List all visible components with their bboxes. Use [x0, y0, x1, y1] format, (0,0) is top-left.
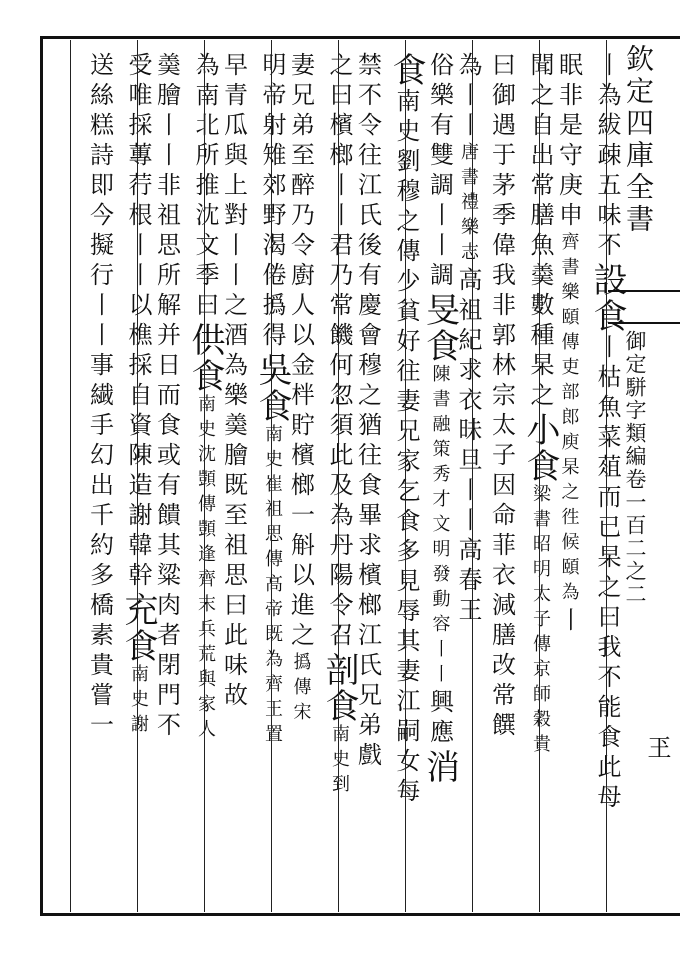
text-column-13 [185, 52, 225, 744]
text-segment: 俗樂有雙調丨丨調 [425, 52, 454, 292]
text-segment: 興應 [425, 689, 454, 749]
column-rule [338, 40, 339, 912]
text-segment: 南史崔祖思傳高帝既為齊王置 [262, 424, 283, 749]
text-segment: 并日而食或有饋其粱肉者閉門不 [152, 322, 181, 742]
text-segment: 唐書禮樂志 [458, 142, 479, 267]
text-column-8 [353, 52, 382, 772]
text-segment: 梁書昭明太子傳京師穀貴 [530, 484, 551, 759]
column-rule [70, 40, 71, 912]
text-segment: 眠非是守庚申 [554, 52, 583, 232]
text-column-15 [118, 52, 158, 739]
text-segment: 南史沈顗傳顗逢齊末兵荒與家人 [195, 394, 216, 744]
text-segment: 羮膾丨丨非祖思所解 [152, 52, 181, 322]
text-segment: 酒為樂羮膾既至祖思曰此味故 [219, 322, 248, 712]
column-rule [405, 40, 406, 912]
text-column-3 [520, 52, 560, 759]
text-segment: 吳食 [252, 352, 292, 424]
text-segment: 供食 [185, 322, 225, 394]
text-column-14 [152, 52, 181, 742]
text-segment: 為丨丨 [454, 52, 482, 142]
text-segment: 之曰檳榔丨丨君乃常饑何忽須此及為丹陽令召 [325, 52, 353, 652]
text-segment: 丨枯魚菜葅而已杲之曰我不能食此母 [593, 334, 621, 814]
text-column-12 [219, 52, 248, 712]
text-segment: 受唯採蓴荇根丨丨以樵採自資陳造謝韓幹 [124, 52, 152, 592]
text-segment: 陳書 [429, 364, 451, 414]
text-segment: 旻食 [419, 292, 460, 364]
text-segment: 南史謝 [128, 664, 149, 739]
text-segment: 充食 [118, 592, 158, 664]
text-segment: 禁不令往江氏後有慶會穆之猶往食畢求檳榔江氏兄弟戲 [353, 52, 382, 772]
text-segment: 消 [419, 749, 460, 785]
text-column-5 [456, 52, 480, 627]
text-segment: 為南北所推沈文季曰 [191, 52, 219, 322]
text-segment: 丨為紱疎五味不 [593, 52, 621, 262]
text-column-7 [386, 52, 426, 808]
text-column-9 [319, 52, 359, 799]
text-column-11 [252, 52, 292, 749]
text-segment: 橋素貴嘗一 [85, 592, 114, 742]
text-column-1 [587, 52, 627, 814]
text-segment: 曰御遇于茅季偉我非郭林宗 [487, 52, 516, 412]
text-segment: 明帝射雉郊野渴倦撝得 [258, 52, 286, 352]
text-column-10 [286, 52, 315, 727]
text-segment: 高祖紀求衣昧旦丨丨高春王 [454, 267, 482, 627]
text-segment: 南史到 [329, 724, 350, 799]
column-rule [606, 40, 607, 912]
text-segment: 設食 [587, 262, 627, 334]
text-segment: 妻兄弟至醉乃令廚人以金柈貯檳榔一斛以進之 [286, 52, 315, 652]
column-rule [271, 40, 272, 912]
text-segment: 食 [386, 52, 426, 88]
column-rule [472, 40, 473, 912]
text-segment: 早青瓜與上對丨丨之 [219, 52, 248, 322]
page-number: 玊 [643, 735, 671, 759]
text-column-16 [85, 52, 114, 742]
book-title: 欽定四庫全書 [622, 44, 655, 236]
column-rule [204, 40, 205, 912]
text-segment: 齊書樂頤傳吏部郎庾杲之徃候頤為 [558, 232, 580, 607]
text-segment: 聞之自出常膳魚羮數種杲之 [526, 52, 554, 412]
text-segment: 南史劉穆之傳少貧好往妻兄家乞食多見辱其妻江嗣女每 [392, 88, 420, 808]
text-segment: 小食 [520, 412, 560, 484]
text-segment: 撝傳宋 [290, 652, 312, 727]
text-column-2 [554, 52, 583, 637]
text-column-6 [419, 52, 460, 785]
volume-label: 御定駢字類編卷一百二之二 [623, 330, 647, 606]
column-rule [539, 40, 540, 912]
text-segment: 丨 [554, 607, 583, 637]
text-segment: 融策秀才文明發動容丨丨 [429, 414, 451, 689]
text-segment: 送絲糕詩即今擬行丨丨事繊手幻出千約多 [85, 52, 114, 592]
text-segment: 太子因命菲衣減膳改常饌 [487, 412, 516, 742]
text-segment: 剖食 [319, 652, 359, 724]
text-column-4 [487, 52, 516, 742]
column-rule [137, 40, 138, 912]
